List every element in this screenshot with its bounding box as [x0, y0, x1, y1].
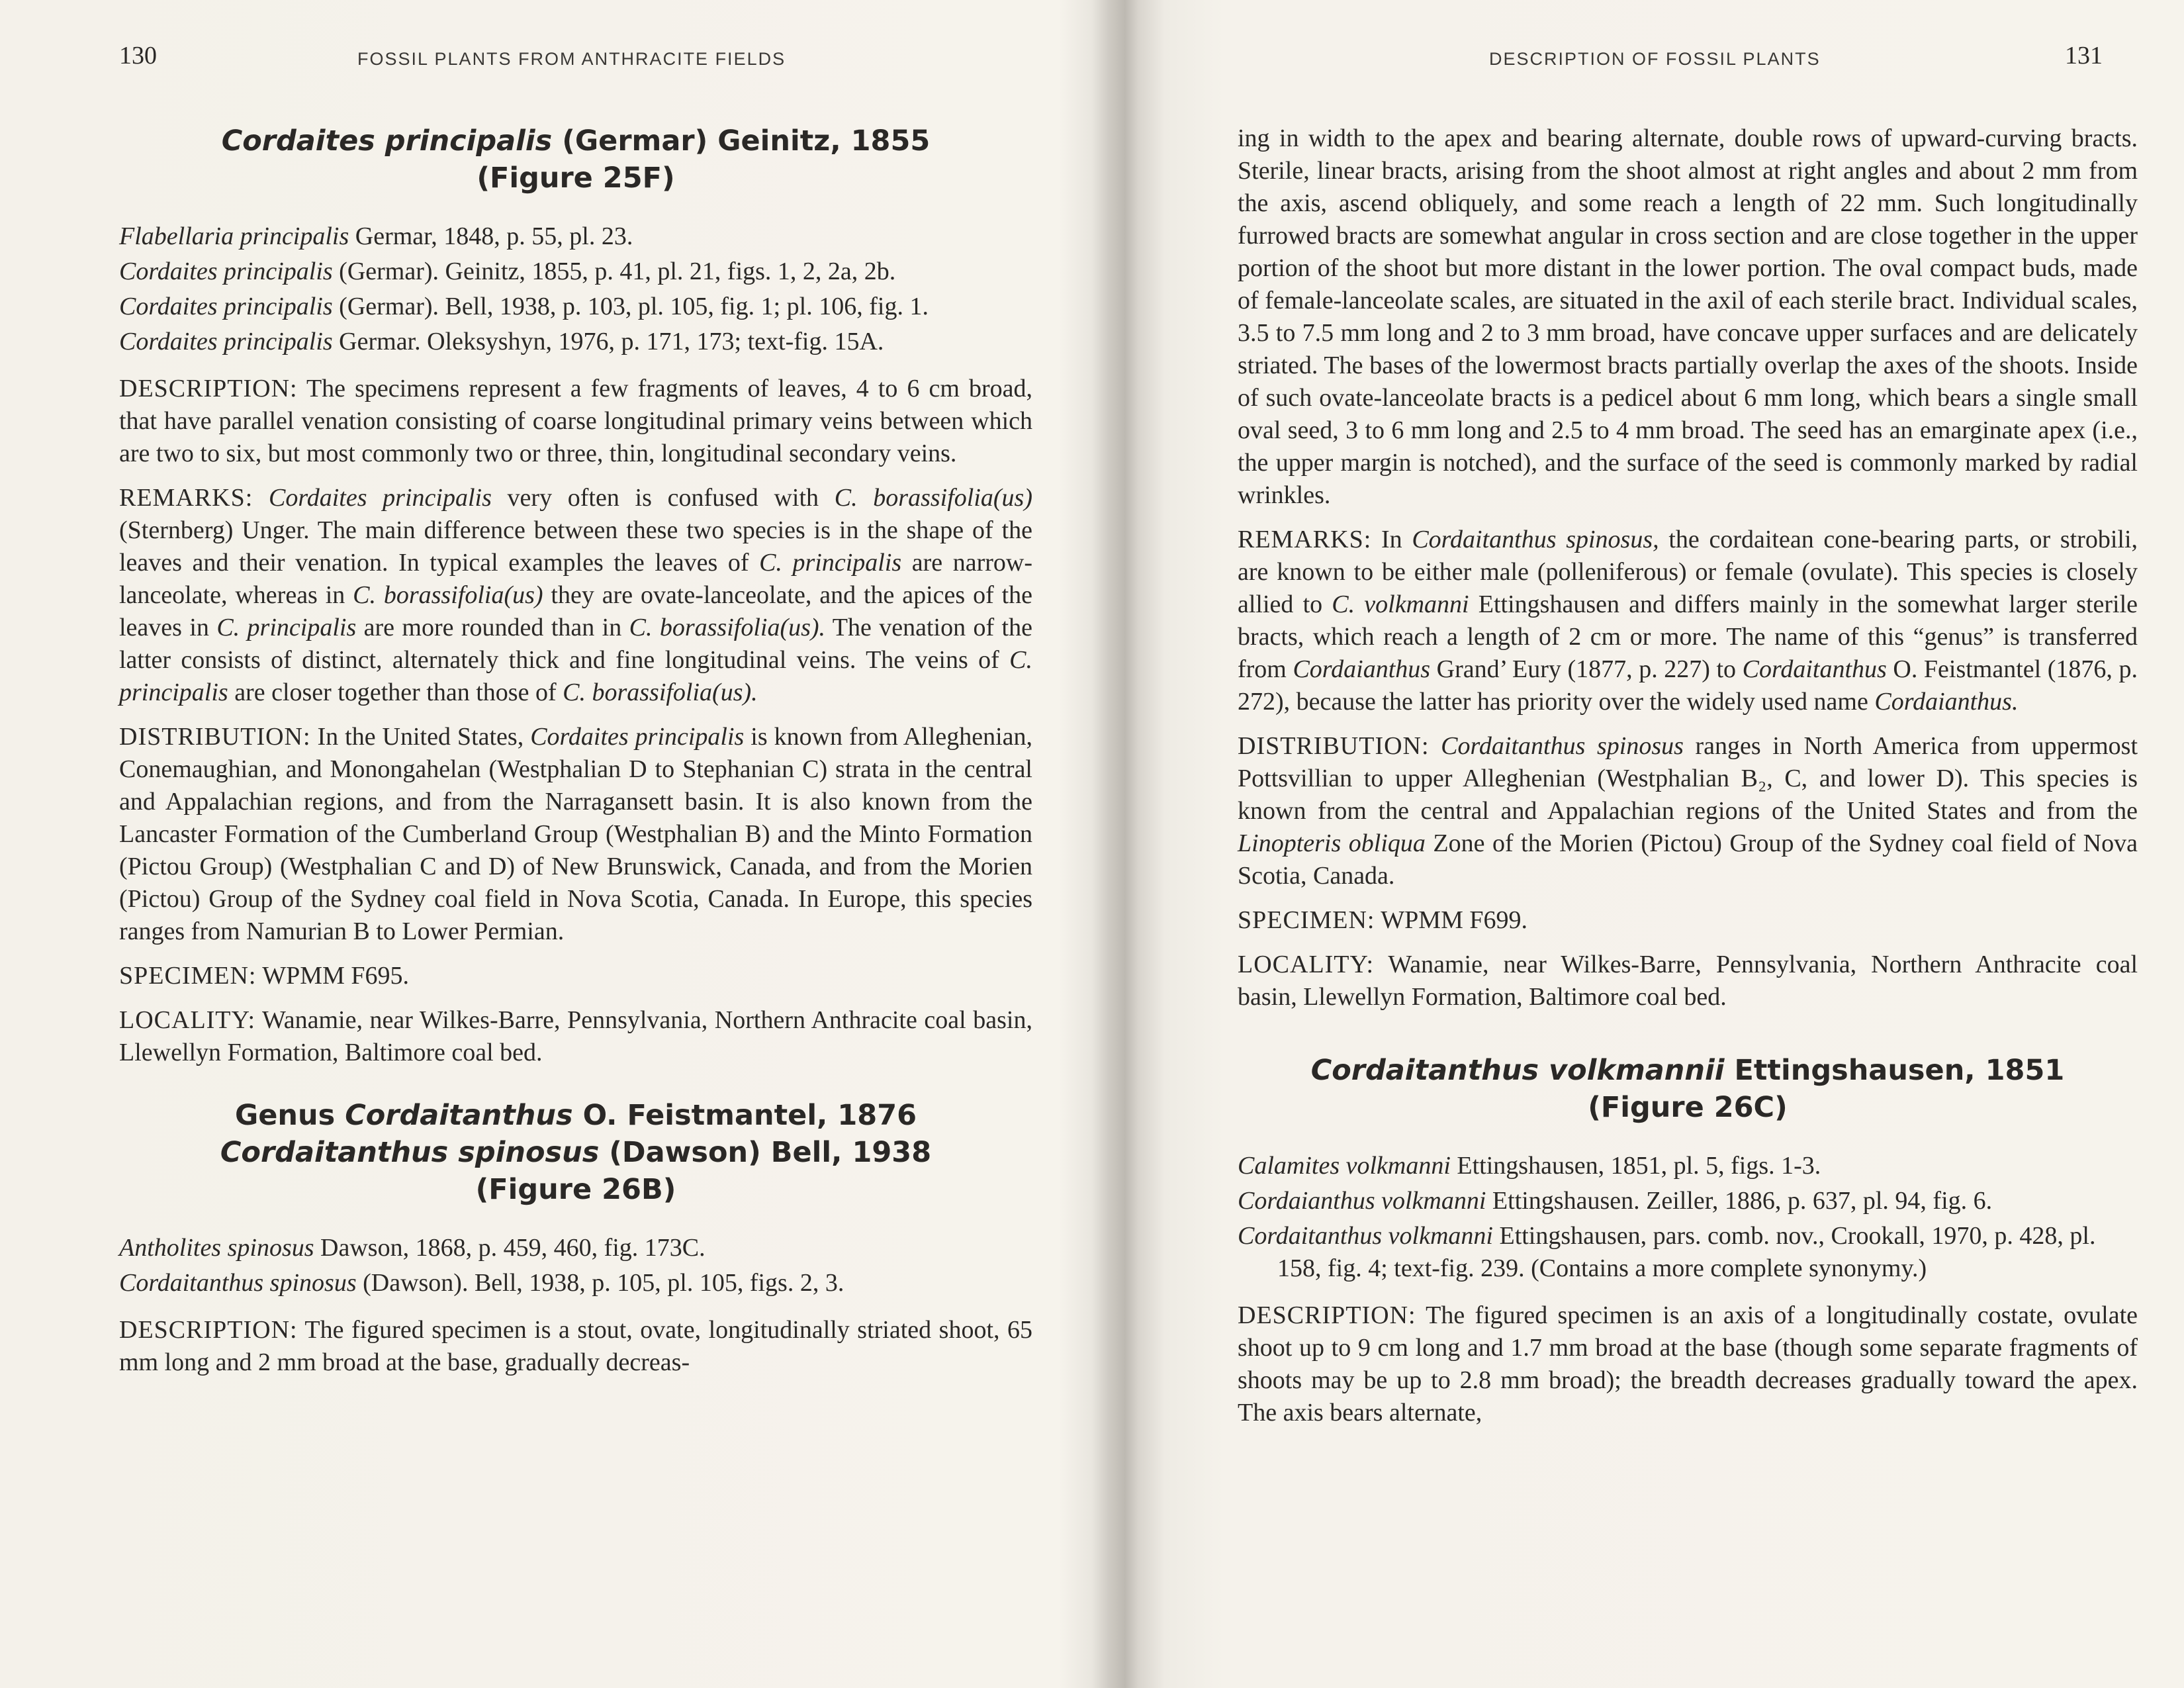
synonym-citation: Dawson, 1868, p. 459, 460, fig. 173C.	[314, 1234, 705, 1262]
section-text: are narrow-lanceolate, whereas in	[119, 549, 1032, 609]
taxon-name: Cordaianthus.	[1874, 688, 2019, 716]
specimen-paragraph	[119, 960, 1032, 992]
synonymy-entry	[119, 220, 1032, 253]
left-page-body	[119, 122, 1032, 1391]
heading-prefix: Genus	[234, 1099, 345, 1132]
heading-figure: (Figure 26B)	[475, 1173, 676, 1206]
section-text: The venation of the latter consists of distinct, alternately thick and fine longitudinal veins. The veins of	[119, 614, 1032, 674]
synonymy-entry	[119, 326, 1032, 358]
synonym-name: Calamites volkmanni	[1238, 1152, 1451, 1180]
taxon-name: C. borassifolia(us)	[353, 581, 543, 609]
heading-author: Ettingshausen, 1851	[1724, 1054, 2065, 1087]
synonymy-entry	[1238, 1220, 2138, 1285]
section-text: (Sternberg) Unger. The main difference between these two species is in the shape of the leaves and their venation. In typical examples the leaves of	[119, 516, 1032, 577]
distribution-paragraph	[1238, 730, 2138, 892]
specimen-paragraph	[1238, 904, 2138, 937]
synonym-citation: Germar, 1848, p. 55, pl. 23.	[349, 222, 633, 250]
heading-taxon: Cordaites principalis	[221, 124, 553, 158]
taxon-name: Cordaites principalis	[530, 723, 745, 751]
heading-taxon: Cordaitanthus	[345, 1099, 573, 1132]
synonym-citation: Ettingshausen, pars. comb. nov., Crookall, 1970, p. 428, pl. 158, fig. 4; text-fig. 239. (Contains a more complete synonymy.)	[1277, 1222, 2096, 1282]
synonym-citation: Germar. Oleksyshyn, 1976, p. 171, 173; text-fig. 15A.	[332, 328, 884, 355]
synonym-name: Cordaianthus volkmanni	[1238, 1187, 1486, 1215]
section-text: very often is confused with	[491, 484, 835, 512]
section-text: is known from Alleghenian, Conemaughian, and Monongahelan (Westphalian D to Stephanian C) strata in the central and Appalachian regions, and from the Narragansett basin. It is also known from the Lancaster Formation of the Cumberland Group (Westphalian B) and the Minto Formation (Pictou Group) (Westphalian C and D) of New Brunswick, Canada, and from the Morien (Pictou) Group of the Sydney coal field in Nova Scotia, Canada. In Europe, this species ranges from Namurian B to Lower Permian.	[119, 723, 1032, 945]
page-number: 131	[2065, 42, 2103, 70]
continued-description: ing in width to the apex and bearing alternate, double rows of upward-curving bracts. Sterile, linear bracts, arising from the shoot almost at right angles and about 2 mm from the axis, ascend obliquely, and some reach a length of 22 mm. Such longitudinally furrowed bracts are somewhat angular in cross section and are close together in the upper portion of the shoot but more distant in the lower portion. The oval compact buds, made of female-lanceolate scales, are situated in the axil of each sterile bract. Individual scales, 3.5 to 7.5 mm long and 2 to 3 mm broad, have concave upper surfaces and are delicately striated. The bases of the lowermost bracts partially overlap the axes of the shoots. Inside of such ovate-lanceolate bracts is a pedicel about 6 mm long, which bears a single small oval seed, 3 to 6 mm long and 2.5 to 4 mm broad. The seed has an emarginate apex (i.e., the upper margin is notched), and the surface of the seed is commonly marked by radial wrinkles.	[1238, 124, 2138, 509]
heading-author: (Germar) Geinitz, 1855	[552, 124, 931, 158]
section-text: are more rounded than in	[356, 614, 629, 641]
synonymy-entry	[1238, 1150, 2138, 1182]
section-text: Zone of the Morien (Pictou) Group of the Sydney coal field of Nova Scotia, Canada.	[1238, 829, 2138, 890]
section-label: DISTRIBUTION:	[1238, 732, 1430, 760]
section-text: the cordaitean cone-bearing parts, or strobili, are known to be either male (polleniferous) or female (ovulate). This species is closely allied to	[1238, 526, 2138, 618]
synonym-citation: Ettingshausen, 1851, pl. 5, figs. 1-3.	[1450, 1152, 1821, 1180]
section-text: The specimens represent a few fragments of leaves, 4 to 6 cm broad, that have parallel venation consisting of coarse longitudinal primary veins between which are two to six, but most commonly two or three, thin, longitudinal secondary veins.	[119, 375, 1032, 467]
taxon-name: C. borassifolia(us).	[563, 679, 758, 706]
running-head: DESCRIPTION OF FOSSIL PLANTS	[1489, 49, 1821, 69]
description-paragraph	[119, 1314, 1032, 1379]
page-number: 130	[119, 42, 157, 70]
synonym-citation: (Dawson). Bell, 1938, p. 105, pl. 105, figs. 2, 3.	[356, 1269, 844, 1297]
section-text: Wanamie, near Wilkes-Barre, Pennsylvania, Northern Anthracite coal basin, Llewellyn Formation, Baltimore coal bed.	[1238, 951, 2138, 1011]
heading-taxon: Cordaitanthus spinosus	[220, 1136, 600, 1169]
synonym-citation: (Germar). Bell, 1938, p. 103, pl. 105, fig. 1; pl. 106, fig. 1.	[332, 293, 929, 320]
description-paragraph	[119, 373, 1032, 470]
synonym-name: Antholites spinosus	[119, 1234, 314, 1262]
section-label: DESCRIPTION:	[119, 375, 298, 402]
section-text: are closer together than those of	[228, 679, 563, 706]
taxon-name: Cordaites principalis	[268, 484, 492, 512]
section-label: REMARKS:	[119, 484, 253, 512]
taxon-name: Cordaitanthus spinosus,	[1412, 526, 1659, 553]
locality-paragraph	[119, 1004, 1032, 1069]
section-label: SPECIMEN:	[1238, 906, 1375, 934]
synonym-name: Flabellaria principalis	[119, 222, 349, 250]
taxon-name: C. principalis	[216, 614, 357, 641]
heading-taxon: Cordaitanthus volkmannii	[1310, 1054, 1725, 1087]
section-text: Ettingshausen and differs mainly in the somewhat larger sterile bracts, which reach a length of 2 cm or more. The name of this “genus” is transferred from	[1238, 590, 2138, 683]
section-label: DESCRIPTION:	[1238, 1301, 1416, 1329]
synonymy-entry	[119, 291, 1032, 323]
species-heading	[1238, 1052, 2138, 1126]
synonym-citation: (Germar). Geinitz, 1855, p. 41, pl. 21, figs. 1, 2, 2a, 2b.	[332, 258, 896, 285]
taxon-name: Cordaitanthus spinosus	[1441, 732, 1684, 760]
right-page	[1125, 0, 2184, 1688]
synonymy-entry	[119, 1232, 1032, 1264]
section-text: ranges in North America from uppermost Pottsvillian to upper Alleghenian (Westphalian B₂, C, and lower D). This species is known from the central and Appalachian regions of the United States and from the	[1238, 732, 2138, 825]
section-text: Wanamie, near Wilkes-Barre, Pennsylvania, Northern Anthracite coal basin, Llewellyn Formation, Baltimore coal bed.	[119, 1006, 1032, 1066]
synonymy-entry	[119, 256, 1032, 288]
synonym-name: Cordaites principalis	[119, 293, 333, 320]
synonym-name: Cordaitanthus spinosus	[119, 1269, 357, 1297]
heading-figure: (Figure 26C)	[1588, 1091, 1788, 1124]
section-text: Grand’ Eury (1877, p. 227) to	[1430, 655, 1743, 683]
section-text: WPMM F699.	[1375, 906, 1528, 934]
right-page-body	[1238, 122, 2138, 1441]
taxon-name: Cordaitanthus	[1742, 655, 1887, 683]
synonym-name: Cordaites principalis	[119, 328, 333, 355]
section-label: DESCRIPTION:	[119, 1316, 298, 1344]
genus-heading	[119, 1097, 1032, 1208]
section-text: In the United States,	[310, 723, 531, 751]
synonym-name: Cordaites principalis	[119, 258, 333, 285]
species-heading	[119, 122, 1032, 197]
taxon-name: C. volkmanni	[1332, 590, 1469, 618]
locality-paragraph	[1238, 949, 2138, 1013]
synonym-name: Cordaitanthus volkmanni	[1238, 1222, 1493, 1250]
synonymy-entry	[1238, 1185, 2138, 1217]
taxon-name: C. principalis	[759, 549, 902, 577]
section-label: SPECIMEN:	[119, 962, 257, 990]
taxon-name: C. principalis	[119, 646, 1032, 706]
description-paragraph	[1238, 1299, 2138, 1429]
taxon-name: Linopteris obliqua	[1238, 829, 1426, 857]
section-text: The figured specimen is an axis of a longitudinally costate, ovulate shoot up to 9 cm long and 1.7 mm broad at the base (though some separate fragments of shoots may be up to 2.8 mm broad); the breadth decreases gradually toward the apex. The axis bears alternate,	[1238, 1301, 2138, 1427]
taxon-name: C. borassifolia(us)	[834, 484, 1032, 512]
section-text: O. Feistmantel (1876, p. 272), because the latter has priority over the widely used name	[1238, 655, 2138, 716]
synonym-citation: Ettingshausen. Zeiller, 1886, p. 637, pl. 94, fig. 6.	[1486, 1187, 1993, 1215]
distribution-paragraph	[119, 721, 1032, 948]
section-text: The figured specimen is a stout, ovate, longitudinally striated shoot, 65 mm long and 2 mm broad at the base, gradually decreas-	[119, 1316, 1032, 1376]
section-label: REMARKS:	[1238, 526, 1372, 553]
section-text: they are ovate-lanceolate, and the apices of the leaves in	[119, 581, 1033, 641]
section-text: In	[1371, 526, 1412, 553]
remarks-paragraph	[119, 482, 1032, 709]
section-label: DISTRIBUTION:	[119, 723, 311, 751]
heading-author: O. Feistmantel, 1876	[572, 1099, 917, 1132]
heading-figure: (Figure 25F)	[477, 162, 675, 195]
running-head: FOSSIL PLANTS FROM ANTHRACITE FIELDS	[357, 49, 786, 69]
synonymy-entry	[119, 1267, 1032, 1299]
taxon-name: Cordaianthus	[1293, 655, 1431, 683]
section-text: WPMM F695.	[256, 962, 410, 990]
section-label: LOCALITY:	[119, 1006, 256, 1034]
remarks-paragraph	[1238, 524, 2138, 718]
section-label: LOCALITY:	[1238, 951, 1375, 978]
taxon-name: C. borassifolia(us).	[629, 614, 826, 641]
heading-author: (Dawson) Bell, 1938	[599, 1136, 932, 1169]
